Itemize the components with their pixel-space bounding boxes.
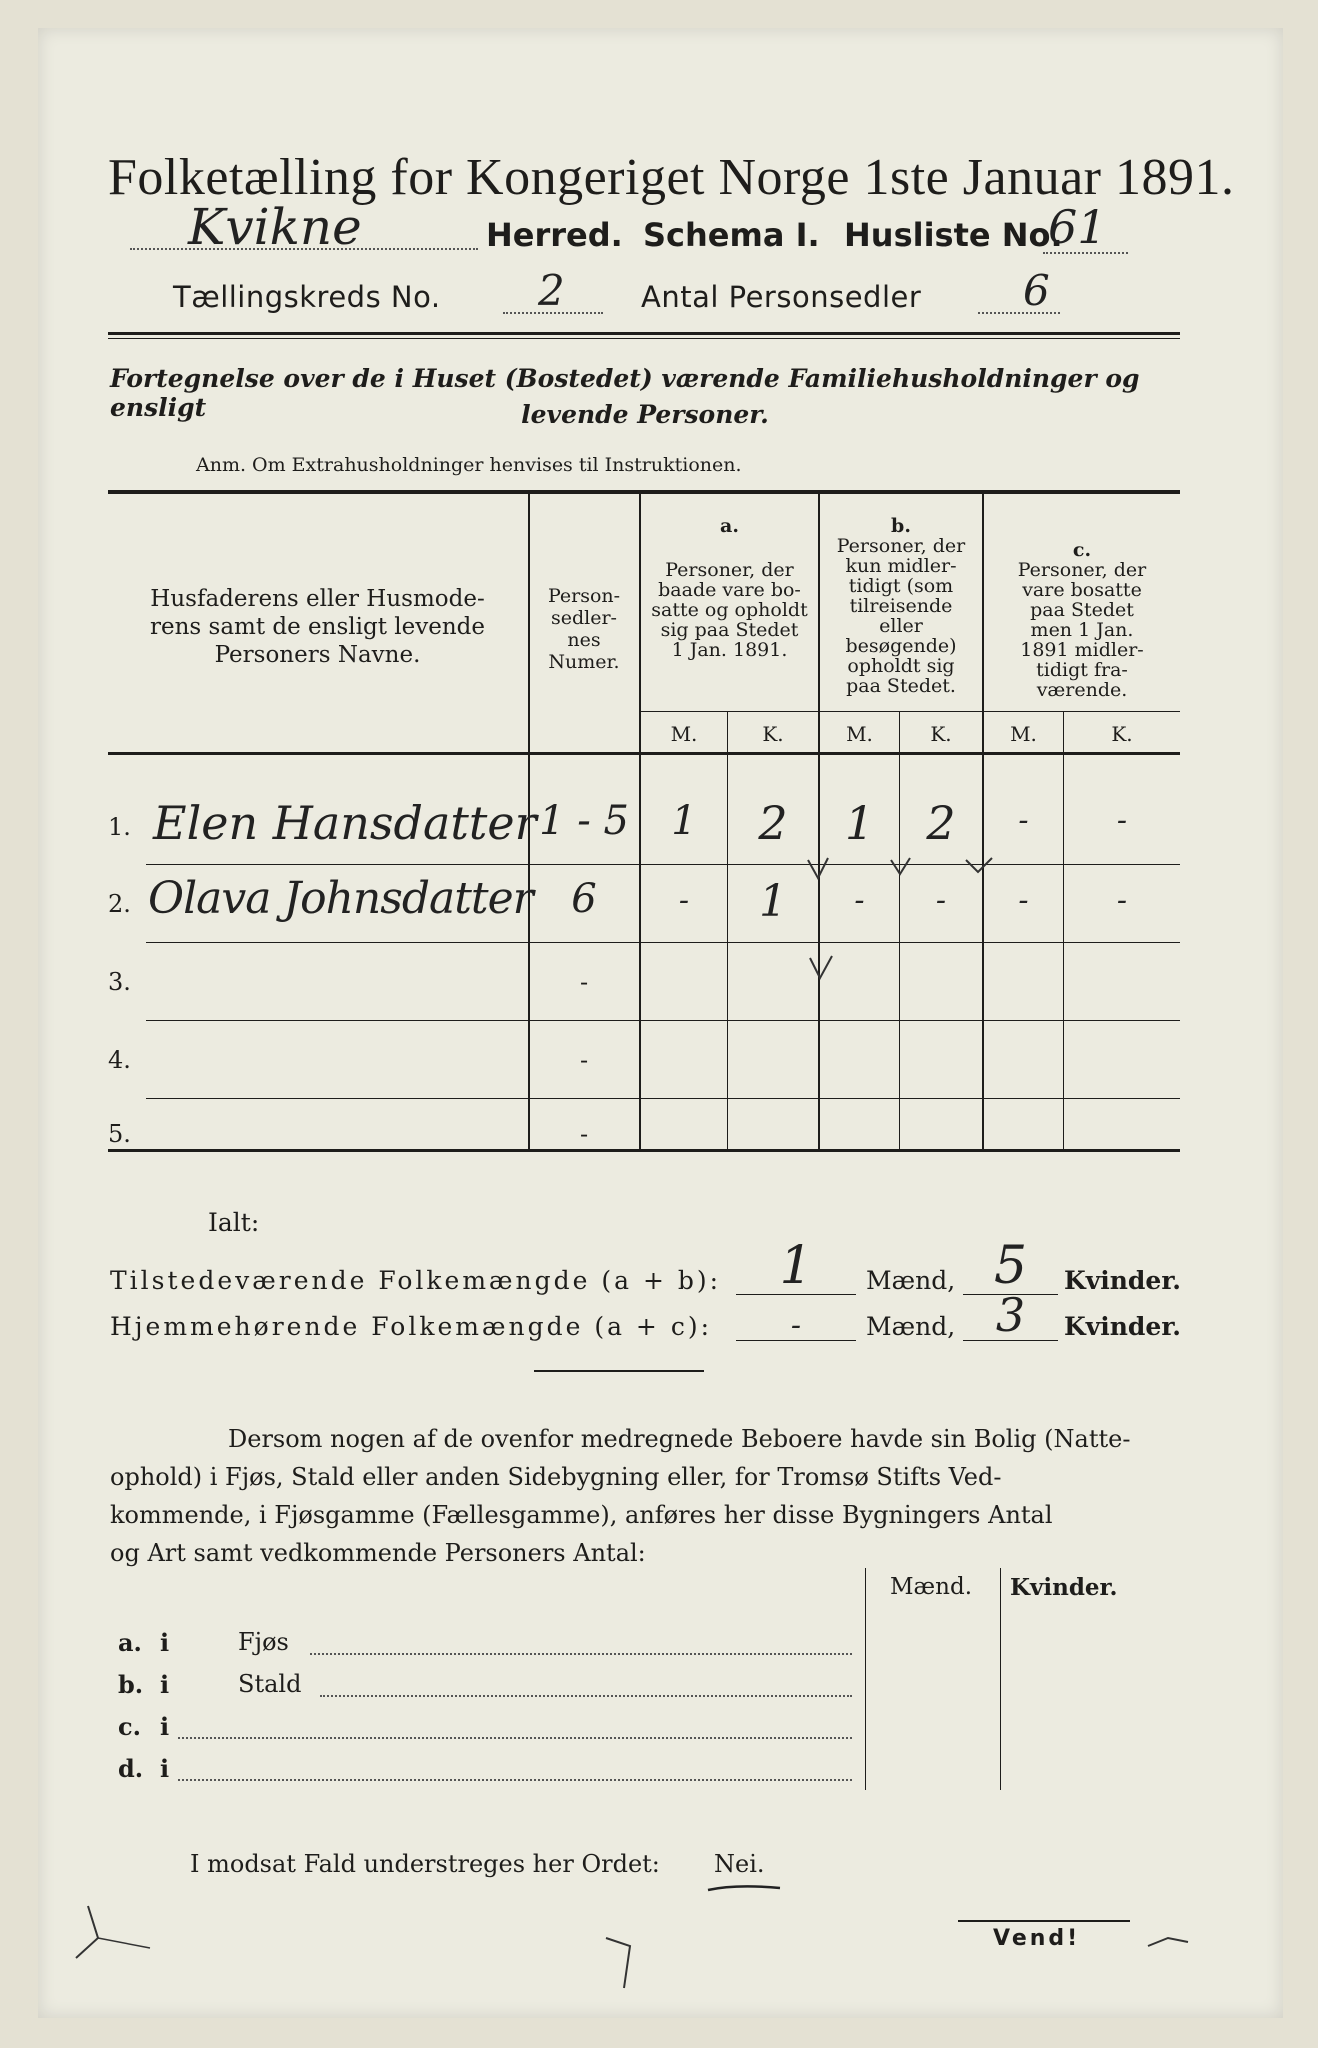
hjemme-label: Hjemmehørende Folkemængde (a + c):: [110, 1312, 712, 1341]
building-b-i: i: [160, 1670, 170, 1699]
ialt-label: Ialt:: [208, 1208, 260, 1237]
row-2-b-k: -: [935, 883, 947, 918]
row-4-line-b: [530, 1098, 1180, 1099]
intro-line-2: levende Personer.: [521, 400, 769, 429]
row-5-num: 5.: [108, 1120, 131, 1148]
table-top-rule: [108, 490, 1180, 494]
section-separator: [534, 1370, 704, 1372]
check-mark-icon: [808, 858, 828, 878]
form-title: Folketælling for Kongeriget Norge 1ste Januar 1891.: [108, 149, 1235, 206]
col-c-letter: c.: [1072, 539, 1092, 561]
scribble-icon: [1148, 1938, 1188, 1946]
row-1-b-m: 1: [844, 796, 875, 850]
header-rule: [108, 332, 1180, 335]
row-2-b-m: -: [854, 883, 865, 918]
col-c-l6: tidigt fra-: [1036, 659, 1128, 681]
col-num-l4: Numer.: [548, 651, 620, 673]
row-1-name: Elen Hansdatter: [153, 796, 537, 850]
building-b-dotline: [320, 1694, 852, 1697]
col-a-l3: satte og opholdt: [651, 599, 808, 621]
col-a-l1: Personer, der: [665, 559, 794, 581]
nei-underline: [706, 1880, 786, 1896]
row-1-c-m: -: [1018, 803, 1029, 838]
pencil-marks: [68, 1898, 1268, 2008]
col-c-l4: men 1 Jan.: [1030, 619, 1134, 641]
husliste-label: Husliste No.: [844, 216, 1063, 254]
hjemme-m-value: -: [790, 1308, 802, 1343]
herred-label: Herred.: [486, 216, 623, 254]
herred-value: Kvikne: [188, 198, 362, 256]
building-c-dotline: [178, 1736, 852, 1739]
paragraph-line-4: og Art samt vedkommende Personers Antal:: [110, 1539, 646, 1567]
col-b-header: [820, 516, 982, 696]
row-3-line: [146, 1020, 528, 1021]
building-a-letter: a.: [118, 1628, 142, 1657]
col-c-l1: Personer, der: [1017, 559, 1147, 581]
building-c-letter: c.: [118, 1712, 141, 1741]
check-mark-icon: [810, 956, 832, 978]
row-2-name: Olava Johnsdatter: [148, 873, 533, 924]
col-names-header: [110, 585, 525, 669]
a-k-head: K.: [762, 722, 784, 746]
paragraph-line-1: Dersom nogen af de ovenfor medregnede Beboere havde sin Bolig (Natte-: [228, 1425, 1131, 1453]
paragraph-line-3: kommende, i Fjøsgamme (Fællesgamme), anføres her disse Bygningers Antal: [110, 1501, 1053, 1529]
col-num-l1: Person-: [547, 585, 621, 607]
antal-value: 6: [1023, 266, 1050, 315]
building-kvinder-head: Kvinder.: [1010, 1574, 1118, 1601]
row-3-line-b: [530, 1020, 1180, 1021]
col-b-l5: eller: [879, 615, 923, 637]
col-b-letter: b.: [891, 515, 911, 537]
row-1-b-k: 2: [926, 796, 956, 850]
underline-stroke-icon: [708, 1886, 780, 1890]
husliste-value: 61: [1048, 200, 1107, 254]
building-c-i: i: [160, 1712, 170, 1741]
intro-line-1: Fortegnelse over de i Huset (Bostedet) værende Familiehusholdninger og ensligt: [110, 364, 1140, 422]
modsat-text: I modsat Fald understreges her Ordet:: [190, 1850, 660, 1878]
building-paragraph: [110, 1420, 1182, 1572]
row-2-sedler: 6: [571, 876, 597, 922]
col-c-l5: 1891 midler-: [1020, 639, 1144, 661]
b-m-head: M.: [846, 722, 873, 746]
col-b-l2: kun midler-: [845, 555, 957, 577]
row-2-a-m: -: [678, 883, 690, 918]
row-2-num: 2.: [108, 890, 131, 918]
row-2-line: [146, 942, 528, 943]
col-num-l3: nes: [567, 629, 601, 651]
row-3-num: 3.: [108, 968, 131, 996]
col-c-l3: paa Stedet: [1030, 599, 1134, 621]
tilsted-label: Tilstedeværende Folkemængde (a + b):: [110, 1266, 722, 1295]
col-a-l5: 1 Jan. 1891.: [671, 639, 788, 661]
b-k-head: K.: [930, 722, 952, 746]
paragraph-line-2: ophold) i Fjøs, Stald eller anden Sidebygning eller, for Tromsø Stifts Ved-: [110, 1463, 1002, 1491]
a-split: [727, 711, 728, 1149]
row-3-sedler: -: [579, 968, 589, 996]
col-c-l2: vare bosatte: [1022, 579, 1142, 601]
nei-word: Nei.: [714, 1850, 765, 1878]
row-1-num: 1.: [108, 813, 131, 841]
scribble-icon: [76, 1906, 98, 1958]
hjemme-kvinder: Kvinder.: [1064, 1312, 1181, 1341]
row-1-a-k: 2: [758, 796, 788, 850]
col-num-l2: sedler-: [551, 607, 617, 629]
schema-label: Schema I.: [643, 216, 820, 254]
row-2-c-m: -: [1018, 883, 1029, 918]
row-4-num: 4.: [108, 1046, 131, 1074]
tilsted-m-value: 1: [779, 1236, 813, 1296]
row-1-sedler: 1 - 5: [539, 798, 629, 844]
building-b-label: Stald: [238, 1670, 302, 1698]
building-d-letter: d.: [118, 1754, 144, 1783]
col-a-letter: a.: [720, 515, 739, 537]
col-b-l4: tilreisende: [849, 595, 953, 617]
kreds-label: Tællingskreds No.: [173, 280, 441, 314]
scribble-icon: [98, 1938, 150, 1948]
hjemme-k-value: 3: [995, 1288, 1026, 1342]
a-m-head: M.: [670, 722, 698, 746]
row-2-a-k: 1: [759, 876, 787, 927]
tilsted-maend: Mænd,: [866, 1266, 956, 1295]
hjemme-maend: Mænd,: [866, 1312, 956, 1341]
building-maend-head: Mænd.: [890, 1574, 973, 1600]
col-a-l4: sig paa Stedet: [660, 619, 799, 641]
col-b-l1: Personer, der: [836, 535, 966, 557]
col-c-header: [984, 540, 1180, 700]
check-marks: [738, 846, 1318, 1006]
col-a-header: [641, 516, 818, 660]
mk-rule: [639, 711, 1180, 712]
row-1-line: [146, 864, 528, 865]
building-vline-2: [1000, 1568, 1001, 1790]
row-4-line: [146, 1098, 528, 1099]
table-bottom-rule: [108, 1149, 1180, 1152]
building-d-dotline: [178, 1778, 852, 1781]
table-head-rule: [108, 752, 1180, 755]
building-vline-1: [865, 1568, 866, 1790]
antal-label: Antal Personsedler: [641, 280, 922, 314]
row-4-sedler: -: [579, 1046, 589, 1074]
anm-note: Anm. Om Extrahusholdninger henvises til Instruktionen.: [196, 454, 742, 476]
check-mark-icon: [891, 858, 910, 874]
c-m-head: M.: [1010, 722, 1037, 746]
col-b-l3: tidigt (som: [848, 575, 954, 597]
building-a-label: Fjøs: [238, 1628, 289, 1656]
col-names-l1: Husfaderens eller Husmode-: [150, 586, 485, 612]
building-a-dotline: [310, 1652, 852, 1655]
header-rule-thin: [108, 338, 1180, 339]
col-num-header: [530, 585, 638, 673]
row-2-c-k: -: [1116, 883, 1128, 918]
kreds-value: 2: [538, 266, 565, 315]
row-1-a-m: 1: [671, 798, 697, 844]
scribble-icon: [606, 1938, 630, 1988]
c-k-head: K.: [1111, 722, 1133, 746]
row-5-sedler: -: [579, 1120, 589, 1148]
building-d-i: i: [160, 1754, 170, 1783]
col-b-l8: paa Stedet.: [846, 675, 956, 697]
check-mark-icon: [966, 858, 992, 872]
census-form: [38, 28, 1283, 2018]
col-a-l2: baade vare bo-: [658, 579, 801, 601]
vend-text: Vend!: [993, 1926, 1081, 1951]
col-c-l7: værende.: [1036, 679, 1128, 701]
row-1-c-k: -: [1116, 803, 1128, 838]
col-names-l2: rens samt de ensligt levende: [150, 614, 485, 640]
tilsted-k-value: 5: [993, 1236, 1028, 1296]
col-b-l6: besøgende): [845, 635, 957, 657]
tilsted-kvinder: Kvinder.: [1064, 1266, 1181, 1295]
col-b-l7: opholdt sig: [847, 655, 955, 677]
col-names-l3: Personers Navne.: [214, 642, 421, 668]
building-b-letter: b.: [118, 1670, 144, 1699]
building-a-i: i: [160, 1628, 170, 1657]
